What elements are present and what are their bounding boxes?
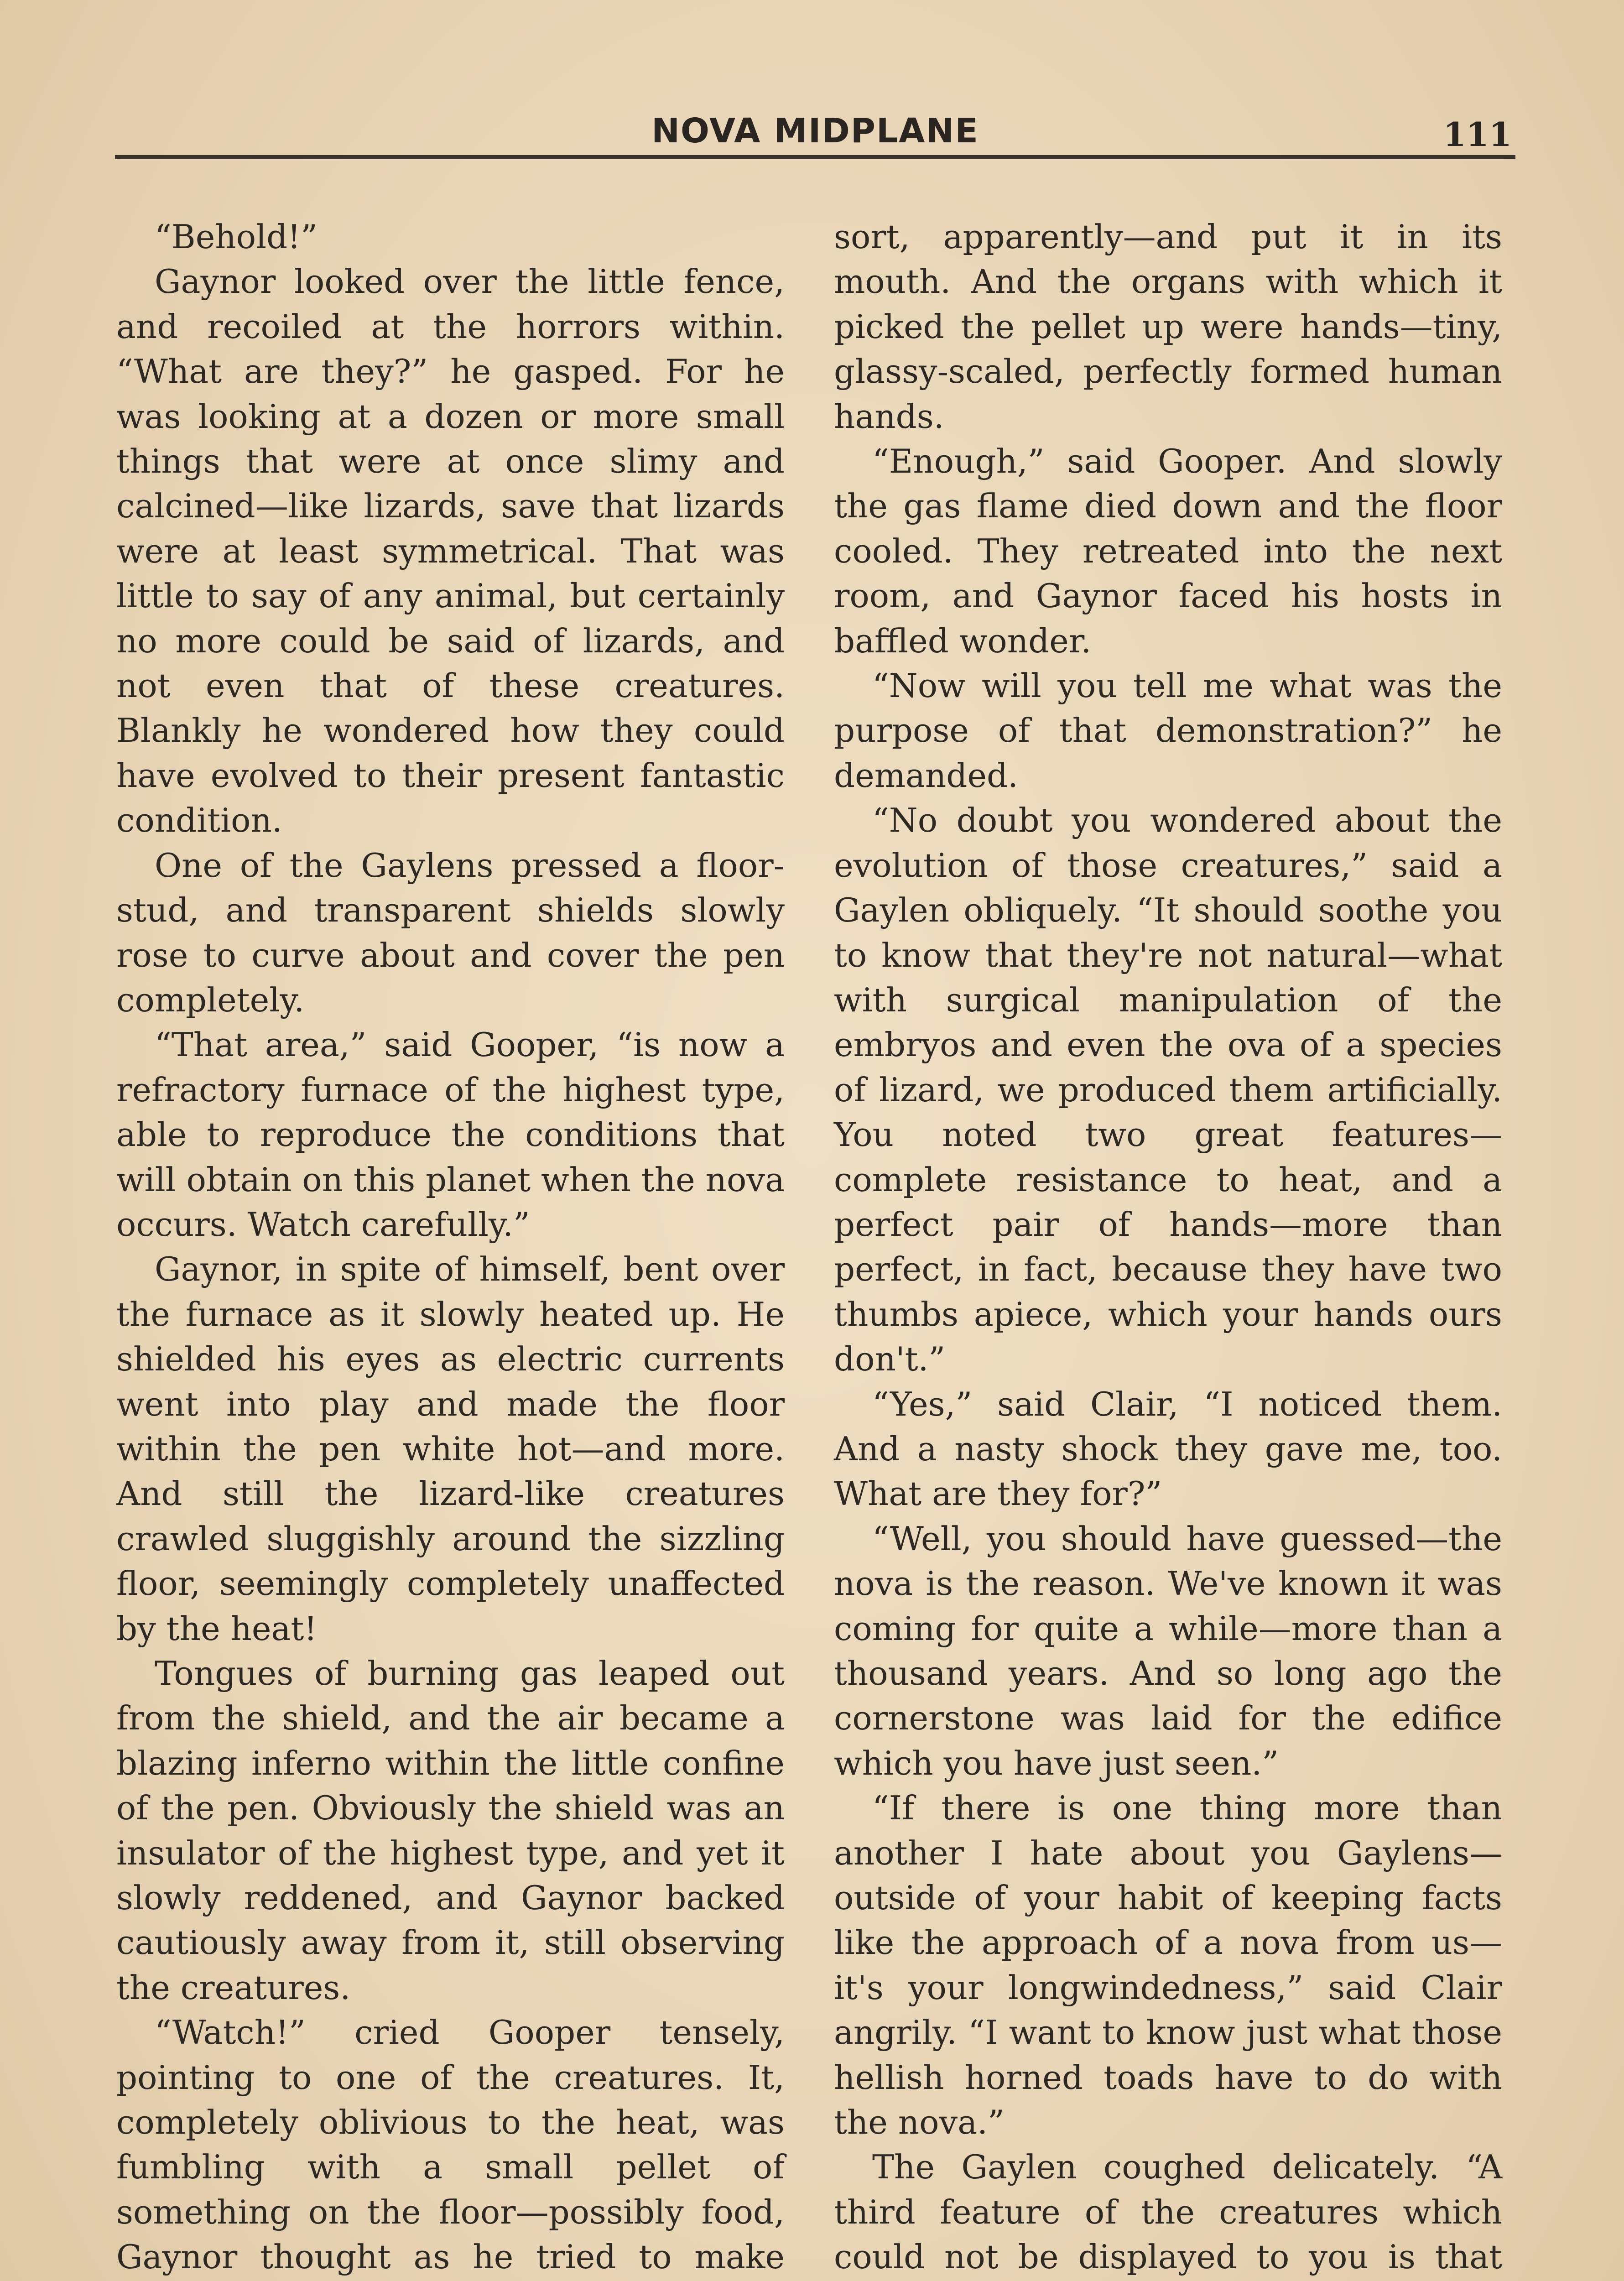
page-number: 111 <box>1443 115 1512 154</box>
header-rule <box>115 155 1515 159</box>
paragraph: “Now will you tell me what was the purpose of that demonstration?” he demanded. <box>834 667 1502 795</box>
paragraph-continued: sort, apparently—and put it in its mouth. And the organs with which it picked the pellet up were hands—tiny, glassy-scaled, perfectly formed human hands. <box>834 218 1502 436</box>
paragraph: The Gaylen coughed delicately. “A third feature of the creatures which could not be displayed to you is that <box>834 2148 1502 2276</box>
paragraph: Gaynor, in spite of himself, bent over the furnace as it slowly heated up. He shielded his eyes as electric currents went into play and made the floor within the pen white hot—and more. And still the lizard-like creatures crawled sluggishly around the sizzling floor, seemingly completely unaffected by the heat! <box>116 1250 785 1648</box>
paragraph: “Watch!” cried Gooper tensely, pointing to one of the creatures. It, completely oblivious to the heat, was fumbling with a small pellet of something on the floor—possibly food, Gaynor thought as he tried to make <box>116 2013 785 2276</box>
paragraph: “If there is one thing more than another I hate about you Gaylens—outside of your habit of keeping facts like the approach of a nova from us—it's your longwindedness,” said Clair angrily. “I want to know just what those hellish horned toads have to do with the nova.” <box>834 1789 1502 2142</box>
running-title: NOVA MIDPLANE <box>651 111 979 151</box>
paragraph: “Well, you should have guessed—the nova is the reason. We've known it was coming for quite a while—more than a thousand years. And so long ago the cornerstone was laid for the edifice which you have just seen.” <box>834 1519 1502 1782</box>
running-header <box>115 101 1515 160</box>
paragraph: “That area,” said Gooper, “is now a refractory furnace of the highest type, able to reproduce the conditions that will obtain on this planet when the nova occurs. Watch carefully.” <box>116 1026 785 1244</box>
left-column <box>116 214 785 2281</box>
paragraph: Tongues of burning gas leaped out from the shield, and the air became a blazing inferno within the little confine of the pen. Obviously the shield was an insulator of the highest type, and yet it slowly reddened, and Gaynor backed cautiously away from it, still observing the creatures. <box>116 1654 785 2007</box>
paragraph: One of the Gaylens pressed a floor-stud, and transparent shields slowly rose to curve about and cover the pen completely. <box>116 846 785 1019</box>
paragraph: “Yes,” said Clair, “I noticed them. And a nasty shock they gave me, too. What are they for?” <box>834 1385 1502 1513</box>
paragraph: Gaynor looked over the little fence, and recoiled at the horrors within. “What are they?” he gasped. For he was looking at a dozen or more small things that were at once slimy and calcined—like lizards, save that lizards were at least symmetrical. That was little to say of any animal, but certainly no more could be said of lizards, and not even that of these creatures. Blankly he wondered how they could have evolved to their present fantastic condition. <box>116 262 785 840</box>
paragraph: “Behold!” <box>155 218 318 256</box>
paragraph: “No doubt you wondered about the evolution of those creatures,” said a Gaylen obliquely. “It should soothe you to know that they're not natural—what with surgical manipulation of the embryos and even the ova of a species of lizard, we produced them artificially. You noted two great features—complete resistance to heat, and a perfect pair of hands—more than perfect, in fact, because they have two thumbs apiece, which your hands ours don't.” <box>834 801 1502 1379</box>
paragraph: “Enough,” said Gooper. And slowly the gas flame died down and the floor cooled. They retreated into the next room, and Gaynor faced his hosts in baffled wonder. <box>834 442 1502 660</box>
right-column <box>834 214 1502 2281</box>
